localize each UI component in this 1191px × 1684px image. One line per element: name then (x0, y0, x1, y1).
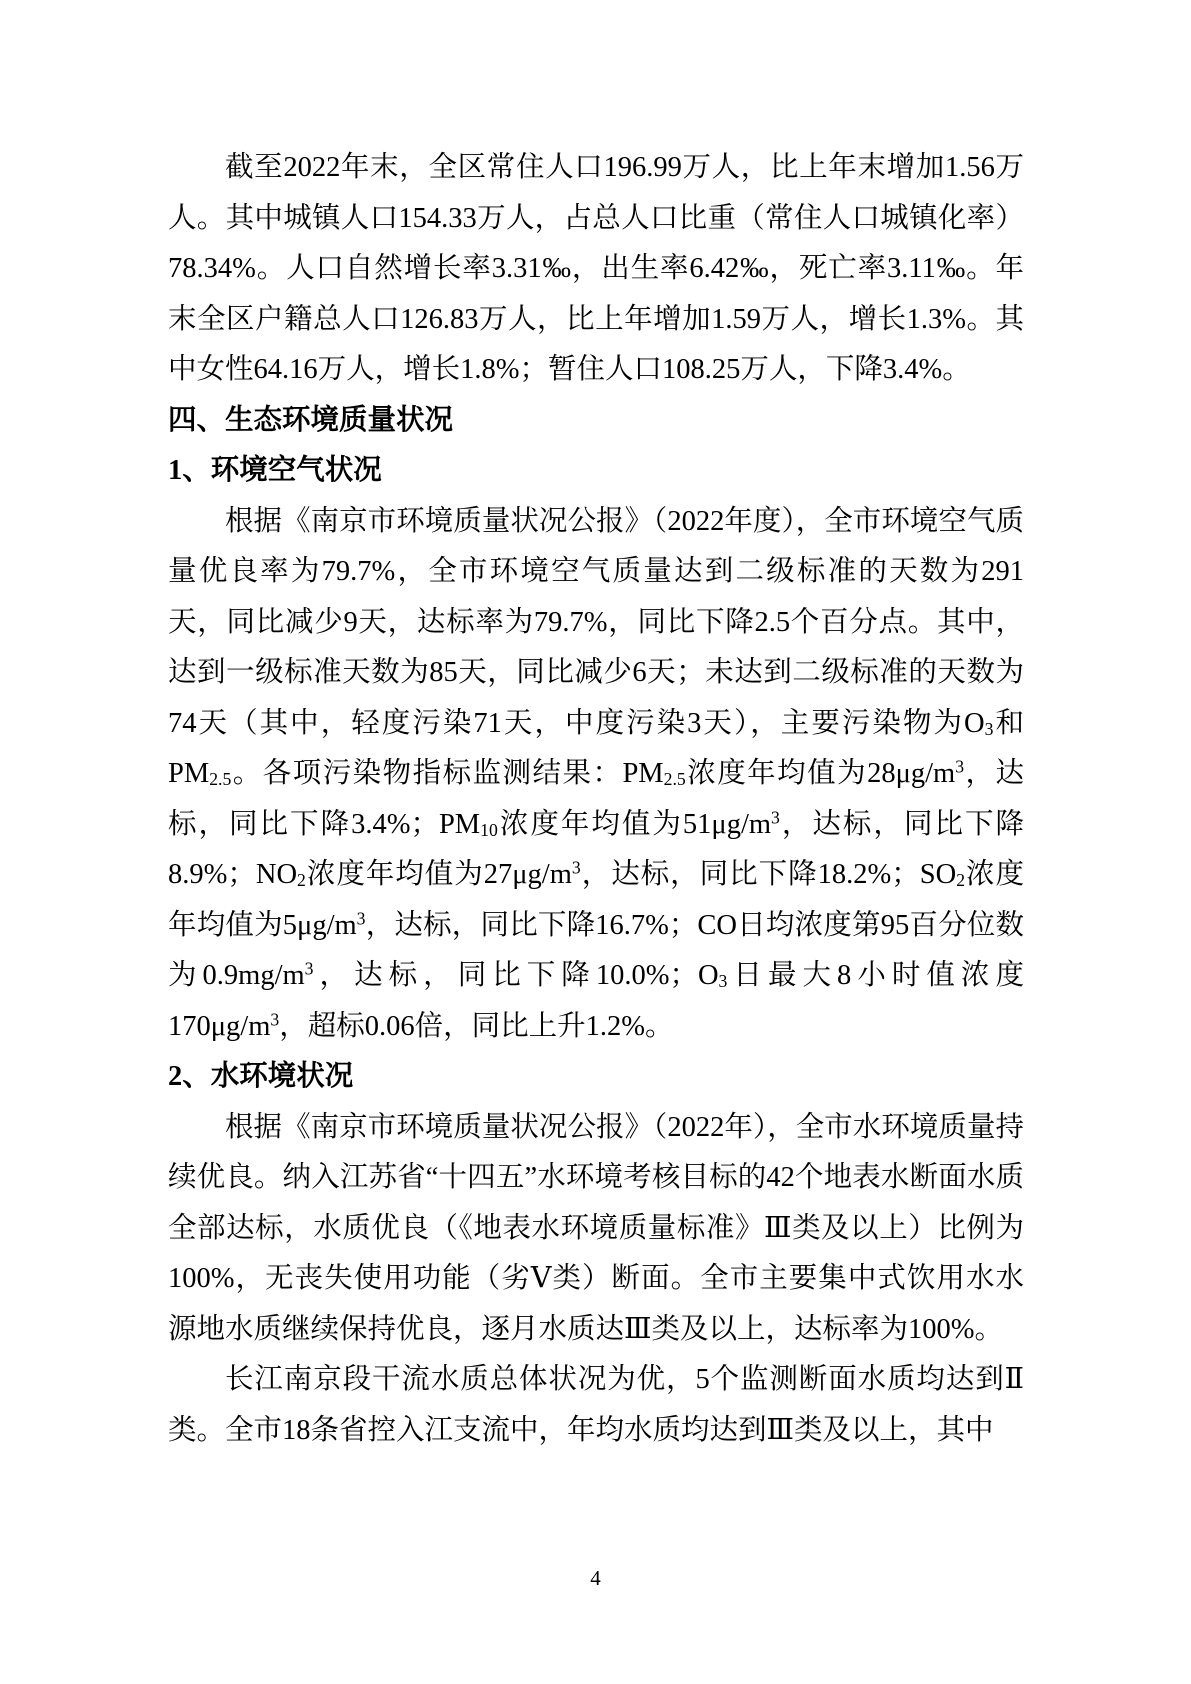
subscript: 2 (956, 870, 966, 891)
paragraph: 截至2022年末，全区常住人口196.99万人，比上年末增加1.56万人。其中城镇人口154.33万人，占总人口比重（常住人口城镇化率）78.34%。人口自然增长率3.31‰，出生率6.42‰，死亡率3.11‰。年末全区户籍总人口126.83万人，比上年增加1.59万人，增长1.3%。其中女性64.16万人，增长1.8%；暂住人口108.25万人，下降3.4%。 (168, 152, 1024, 385)
superscript: 3 (771, 806, 780, 827)
heading-sub: 2、水环境状况 (168, 1061, 354, 1092)
paragraph: 根据《南京市环境质量状况公报》（2022年度），全市环境空气质量优良率为79.7%，全市环境空气质量达到二级标准的天数为291天，同比减少9天，达标率为79.7%，同比下降2.5个百分点。其中，达到一级标准天数为85天，同比减少6天；未达到二级标准的天数为74天（其中，轻度污染71天，中度污染3天），主要污染物为$O_3$和$PM_{2.5}$。各项污染物指标监测结果：$PM_{2.5}$浓度年均值为$28\mu g/m^3$，达标，同比下降3.4%；$PM_{10}$浓度年均值为$51\mu g/m^3$，达标，同比下降8.9%；$NO_2$浓度年均值为$27\mu g/m^3$，达标，同比下降18.2%；$SO_2$浓度年均值为$5\mu g/m^3$，达标，同比下降16.7%；CO日均浓度第95百分位数为$0.9mg/m^3$，达标，同比下降10.0%；$O_3$日最大8小时值浓度$170\mu g/m^3$，超标0.06倍，同比上升1.2%。 (168, 505, 1024, 1042)
superscript: 3 (571, 857, 581, 878)
heading-sub: 1、环境空气状况 (168, 455, 382, 486)
superscript: 3 (270, 1008, 280, 1029)
paragraph: 长江南京段干流水质总体状况为优，5个监测断面水质均达到Ⅱ类。全市18条省控入江支流中，年均水质均达到Ⅲ类及以上，其中 (168, 1364, 1024, 1446)
document-body (168, 143, 1024, 1456)
subscript: 2 (297, 870, 306, 891)
superscript: 3 (955, 756, 965, 777)
paragraph: 根据《南京市环境质量状况公报》（2022年），全市水环境质量持续优良。纳入江苏省“十四五”水环境考核目标的42个地表水断面水质全部达标，水质优良（《地表水环境质量标准》Ⅲ类及以上）比例为100%，无丧失使用功能（劣Ⅴ类）断面。全市主要集中式饮用水水源地水质继续保持优良，逐月水质达Ⅲ类及以上，达标率为100%。 (168, 1111, 1024, 1345)
page-number: 4 (590, 1566, 601, 1590)
subscript: 2.5 (663, 769, 686, 790)
subscript: 3 (718, 971, 728, 992)
subscript: 2.5 (209, 769, 232, 790)
subscript: 10 (480, 819, 498, 840)
heading-section: 四、生态环境质量状况 (168, 404, 454, 436)
subscript: 3 (984, 718, 994, 739)
superscript: 3 (304, 958, 314, 979)
superscript: 3 (356, 907, 366, 928)
